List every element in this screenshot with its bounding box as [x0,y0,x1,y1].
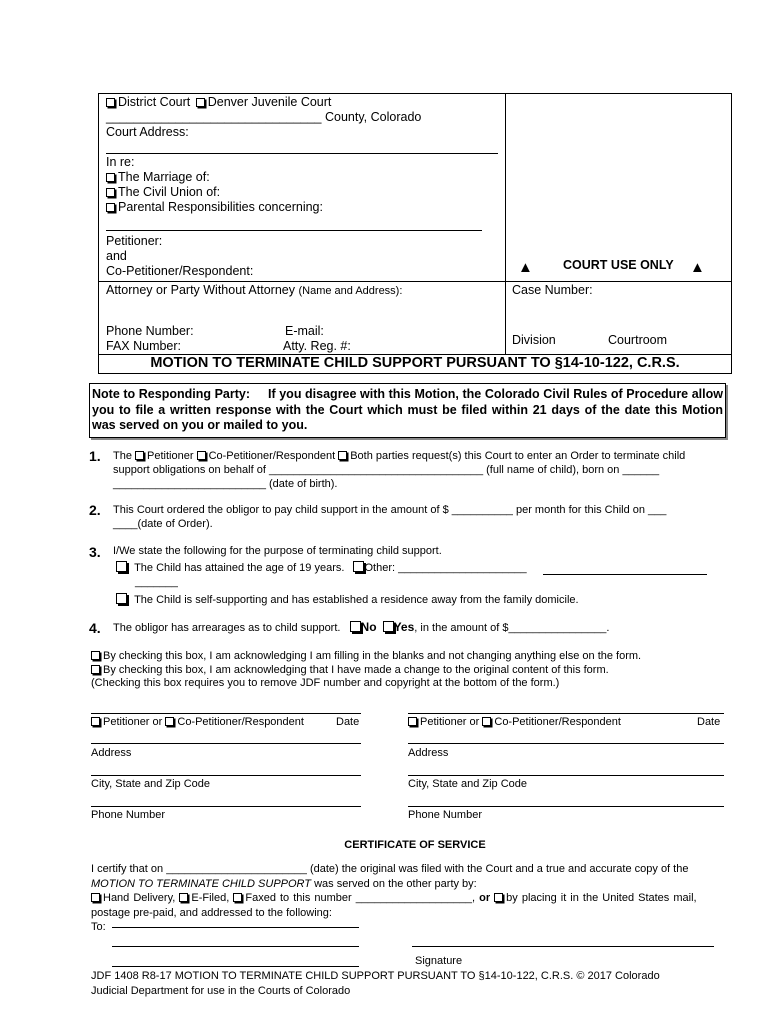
checkbox-item1-copetitioner[interactable] [197,451,206,460]
item-1-opt-both: Both parties request(s) this Court to enter an Order to terminate child [350,450,686,462]
attorney-label-row [106,283,402,297]
footer [91,969,660,998]
checkbox-denver-juvenile-court[interactable] [196,98,205,107]
caption-box [98,93,732,355]
item-1-line-2[interactable]: support obligations on behalf of ___________________________________ (full name of child), born on ______ [113,464,660,476]
sig-line-left[interactable] [91,713,361,714]
checkbox-item4-no[interactable] [350,621,361,632]
division-label: Division [512,333,556,347]
certificate-line-2-rest: was served on the other party by: [311,877,477,890]
address-label-left: Address [91,747,132,759]
phone-number-label: Phone Number: [106,324,194,338]
item-1-text [113,449,725,491]
district-court-label: District Court [118,95,191,109]
sig-right-petitioner: Petitioner or [420,716,480,728]
certificate-line-1[interactable]: I certify that on _______________________ (date) the original was filed with the Court and a true and accurate copy of the [91,863,689,875]
certificate-to-label: To: [91,921,106,933]
court-use-only: COURT USE ONLY [563,258,674,272]
case-number-label: Case Number: [512,283,593,297]
checkbox-item3-other[interactable] [353,561,364,572]
certificate-line-2 [91,877,725,892]
footer-line-1: JDF 1408 R8-17 MOTION TO TERMINATE CHILD SUPPORT PURSUANT TO §14-10-122, C.R.S. © 2017 Colorado [91,970,660,982]
item-1-opt-copetitioner: Co-Petitioner/Respondent [208,450,336,462]
item-2-line-1[interactable]: This Court ordered the obligor to pay child support in the amount of $ __________ per month for this Child on ___ [113,504,667,516]
item-1-opt-petitioner: Petitioner [147,450,194,462]
sig-left-petitioner: Petitioner or [103,716,163,728]
acknowledgments [91,650,641,691]
marriage-label: The Marriage of: [118,170,210,184]
checkbox-e-filed[interactable] [179,893,188,902]
checkbox-ack-changed[interactable] [91,665,100,674]
item-4-no: No [360,620,377,634]
city-line-left[interactable] [91,775,361,776]
sig-party-left [91,716,304,728]
checkbox-ack-fill-blanks[interactable] [91,651,100,660]
civil-union-label: The Civil Union of: [118,185,221,199]
checkbox-faxed[interactable] [233,893,242,902]
note-lead: Note to Responding Party: [92,387,251,401]
address-label-right: Address [408,747,449,759]
email-label: E-mail: [285,324,324,338]
sig-date-left: Date [336,716,360,728]
phone-line-left[interactable] [91,806,361,807]
item-2-number: 2. [89,502,101,518]
item-1-the: The [113,450,132,462]
atty-reg-label: Atty. Reg. #: [283,339,351,353]
city-line-right[interactable] [408,775,724,776]
county-blank[interactable]: _______________________________ [106,110,322,124]
city-label-left: City, State and Zip Code [91,778,211,790]
ack-fill-blanks: By checking this box, I am acknowledging I am filling in the blanks and not changing anything else on the form. [103,650,642,662]
sig-party-right [408,716,621,728]
item-4-text: The obligor has arrearages as to child support. [113,622,341,634]
item-3-number: 3. [89,544,101,560]
checkbox-item4-yes[interactable] [383,621,394,632]
case-type-parental [106,200,323,214]
sig-left-copetitioner: Co-Petitioner/Respondent [177,716,304,728]
item-3-options-row [116,561,527,574]
item-3-other-line-2[interactable]: _______ [135,576,178,588]
checkbox-district-court[interactable] [106,98,115,107]
attorney-label: Attorney or Party Without Attorney [106,283,295,297]
phone-line-right[interactable] [408,806,724,807]
method-faxed[interactable]: Faxed to this number ___________________, [245,892,480,904]
checkbox-item1-both[interactable] [338,451,347,460]
parental-label: Parental Responsibilities concerning: [118,200,323,214]
checkbox-item3-self-supporting[interactable] [116,593,127,604]
item-4-amount[interactable]: , in the amount of $________________. [414,622,610,634]
address-line-right[interactable] [408,743,724,744]
caption-divider [505,93,506,355]
county-label: County, Colorado [325,110,422,124]
denver-juvenile-court-label: Denver Juvenile Court [207,95,332,109]
item-1-line-3[interactable]: _________________________ (date of birth). [113,478,338,490]
sig-line-right[interactable] [408,713,724,714]
to-line-1[interactable] [112,927,359,928]
checkbox-civil-union[interactable] [106,188,115,197]
court-options [106,95,331,109]
address-line-left[interactable] [91,743,361,744]
ack-changed: By checking this box, I am acknowledging that I have made a change to the original content of this form. [103,663,609,676]
item-3-opt-self-supporting: The Child is self-supporting and has established a residence away from the family domicile. [134,594,579,606]
checkbox-sig-right-copetitioner[interactable] [482,717,491,726]
item-3-opt-age: The Child has attained the age of 19 years. [134,562,345,574]
signature-label: Signature [415,955,463,967]
item-2-text [113,503,725,531]
item-3-other-label[interactable]: Other: _____________________ [364,562,527,574]
checkbox-mail[interactable] [494,893,503,902]
case-type-civil-union [106,185,220,199]
certificate-methods [91,891,725,906]
in-re-label: In re: [106,155,135,169]
method-mail: by placing it in the United States mail, [506,892,697,904]
and-label: and [106,249,127,263]
courtroom-label: Courtroom [608,333,668,347]
item-3-opt2-row [116,593,579,606]
signature-line[interactable] [412,946,714,947]
item-4-row [113,620,609,634]
item-1-number: 1. [89,448,101,464]
sig-date-right: Date [697,716,721,728]
method-e-filed: E-Filed, [191,892,234,904]
sig-right-copetitioner: Co-Petitioner/Respondent [494,716,621,728]
case-type-marriage [106,170,210,184]
checkbox-parental-responsibilities[interactable] [106,203,115,212]
checkbox-item1-petitioner[interactable] [135,451,144,460]
checkbox-item3-age-19[interactable] [116,561,127,572]
item-4-yes: Yes [393,620,415,634]
page-title: MOTION TO TERMINATE CHILD SUPPORT PURSUANT TO §14-10-122, C.R.S. [150,355,680,371]
item-2-line-2[interactable]: ____(date of Order). [113,518,213,530]
note-text: If you disagree with this Motion, the Colorado Civil Rules of Procedure allow you to file a written response with the Court which must be filed within 21 days of the date this Motion was served on you or mailed to you. [92,387,723,432]
checkbox-hand-delivery[interactable] [91,893,100,902]
certificate-heading: CERTIFICATE OF SERVICE [344,839,486,851]
attorney-sublabel: (Name and Address): [298,285,403,297]
petitioner-label: Petitioner: [106,234,163,248]
ack-note: (Checking this box requires you to remove JDF number and copyright at the bottom of the form.) [91,677,560,689]
certificate-body [91,862,725,935]
caption-row-divider [98,281,732,282]
court-address-label: Court Address: [106,125,189,139]
to-line-2[interactable] [112,946,359,947]
checkbox-sig-left-copetitioner[interactable] [165,717,174,726]
phone-label-right: Phone Number [408,809,482,821]
parties-line [106,230,482,231]
checkbox-sig-right-petitioner[interactable] [408,717,417,726]
item-3-other-line[interactable] [543,574,707,575]
note-text-block [92,387,723,434]
copetitioner-label: Co-Petitioner/Respondent: [106,264,254,278]
footer-line-2: Judicial Department for use in the Courts of Colorado [91,984,351,997]
to-line-3[interactable] [112,966,359,967]
certificate-motion-name: MOTION TO TERMINATE CHILD SUPPORT [91,877,312,890]
method-or: or [479,892,491,904]
up-arrow-icon-right: ▲ [690,259,705,276]
item-4-number: 4. [89,620,101,636]
phone-label-left: Phone Number [91,809,165,821]
court-address-line [106,153,498,154]
city-label-right: City, State and Zip Code [408,778,528,790]
method-hand-delivery: Hand Delivery, [103,892,180,904]
certificate-line-4: postage pre-paid, and addressed to the following: [91,906,332,919]
checkbox-sig-left-petitioner[interactable] [91,717,100,726]
checkbox-marriage[interactable] [106,173,115,182]
county-line [106,110,421,124]
up-arrow-icon-left: ▲ [518,259,533,276]
fax-number-label: FAX Number: [106,339,182,353]
item-3-line-1: I/We state the following for the purpose of terminating child support. [113,545,442,557]
